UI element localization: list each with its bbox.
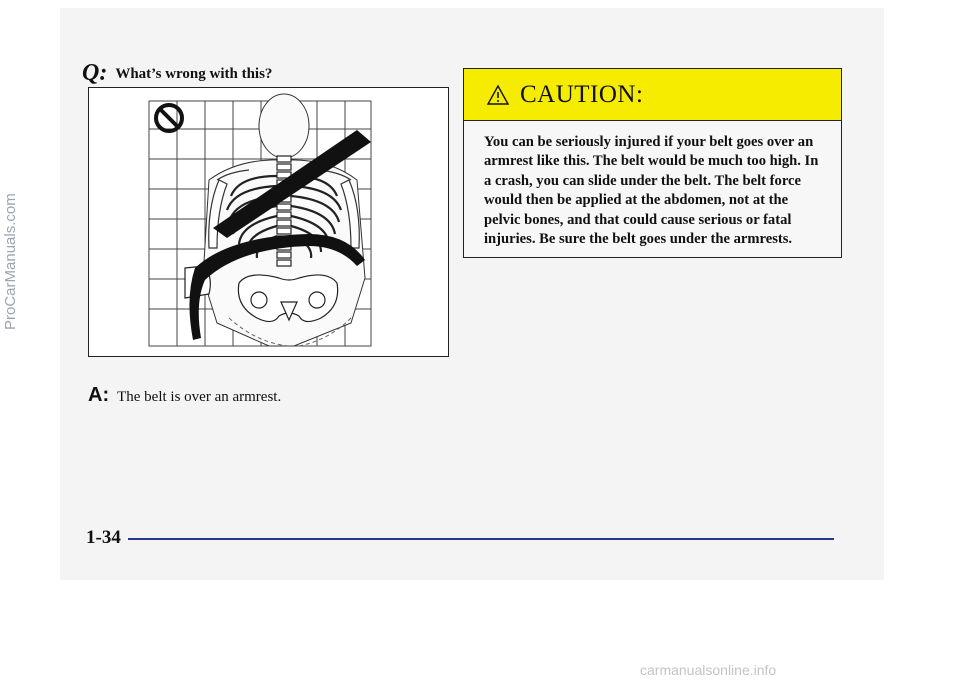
page-rule [128, 538, 834, 540]
answer-mark-label: A: [88, 384, 110, 406]
question-mark-label: Q: [82, 60, 108, 86]
answer-text: The belt is over an armrest. [117, 389, 282, 405]
caution-box [463, 68, 842, 258]
answer [88, 384, 281, 407]
question-text: What’s wrong with this? [115, 66, 273, 82]
caution-body-text: You can be seriously injured if your belt goes over an armrest like this. The belt would be much too high. In a crash, you can slide under the belt. The belt force would then be applied at the abdomen, not at the pelvic bones, and that could cause serious or fatal injuries. Be sure the belt goes under the armrests. [484, 134, 819, 248]
page-number: 1-34 [86, 527, 121, 548]
skeleton-figure [89, 88, 448, 356]
caution-title: CAUTION: [520, 80, 644, 108]
warning-triangle-icon [486, 84, 510, 106]
belt-over-armrest-illustration [88, 87, 449, 357]
watermark: ProCarManuals.com [2, 193, 19, 330]
footer-site-watermark: carmanualsonline.info [640, 662, 777, 678]
caution-header [464, 69, 841, 121]
no-symbol-icon [156, 105, 182, 131]
question [82, 60, 272, 87]
